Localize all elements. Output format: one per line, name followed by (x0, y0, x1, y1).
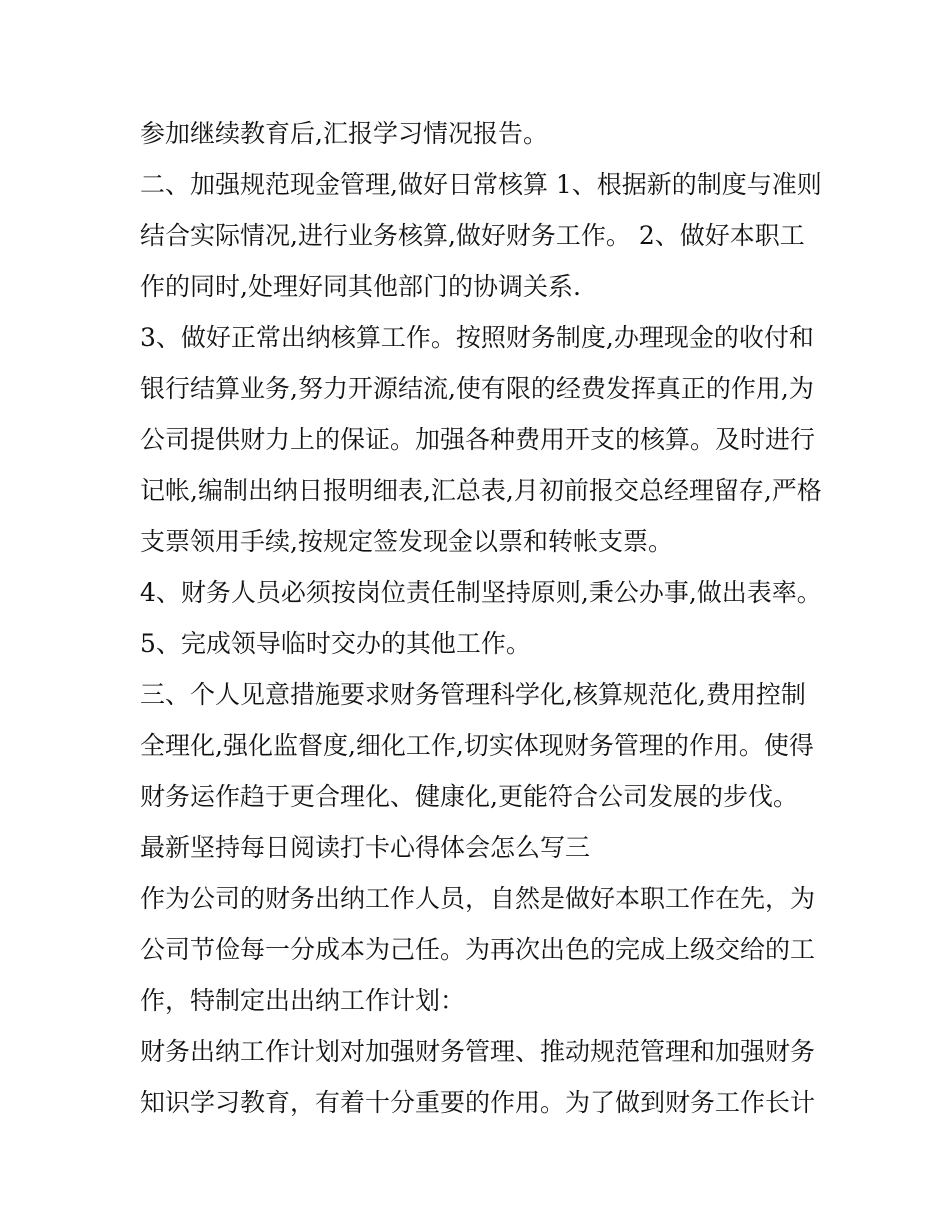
text-line: 3、做好正常出纳核算工作。按照财务制度,办理现金的收付和 (140, 323, 814, 352)
section-heading: 最新坚持每日阅读打卡心得体会怎么写三 (140, 833, 591, 862)
text-line: 结合实际情况,进行业务核算,做好财务工作。 2、做好本职工 (140, 221, 805, 250)
text-line: 知识学习教育，有着十分重要的作用。为了做到财务工作长计 (140, 1088, 816, 1117)
text-line: 4、财务人员必须按岗位责任制坚持原则,秉公办事,做出表率。 (140, 578, 822, 607)
text-line: 支票领用手续,按规定签发现金以票和转帐支票。 (140, 527, 673, 556)
document-body (140, 108, 820, 1128)
text-line: 全理化,强化监督度,细化工作,切实体现财务管理的作用。使得 (140, 731, 814, 760)
text-line: 作，特制定出出纳工作计划： (140, 986, 466, 1015)
text-line: 财务运作趋于更合理化、健康化,更能符合公司发展的步伐。 (140, 782, 798, 811)
text-line: 财务出纳工作计划对加强财务管理、推动规范管理和加强财务 (140, 1037, 816, 1066)
text-line: 作为公司的财务出纳工作人员，自然是做好本职工作在先，为 (140, 884, 816, 913)
text-line: 三、个人见意措施要求财务管理科学化,核算规范化,费用控制 (140, 680, 806, 709)
text-line: 作的同时,处理好同其他部门的协调关系. (140, 272, 581, 301)
text-line: 5、完成领导临时交办的其他工作。 (140, 629, 531, 658)
text-line: 银行结算业务,努力开源结流,使有限的经费发挥真正的作用,为 (140, 374, 814, 403)
text-line: 参加继续教育后,汇报学习情况报告。 (140, 119, 548, 148)
text-line: 公司提供财力上的保证。加强各种费用开支的核算。及时进行 (140, 425, 816, 454)
text-line: 二、加强规范现金管理,做好日常核算 1、根据新的制度与准则 (140, 170, 822, 199)
text-line: 记帐,编制出纳日报明细表,汇总表,月初前报交总经理留存,严格 (140, 476, 822, 505)
text-line: 公司节俭每一分成本为己任。为再次出色的完成上级交给的工 (140, 935, 816, 964)
